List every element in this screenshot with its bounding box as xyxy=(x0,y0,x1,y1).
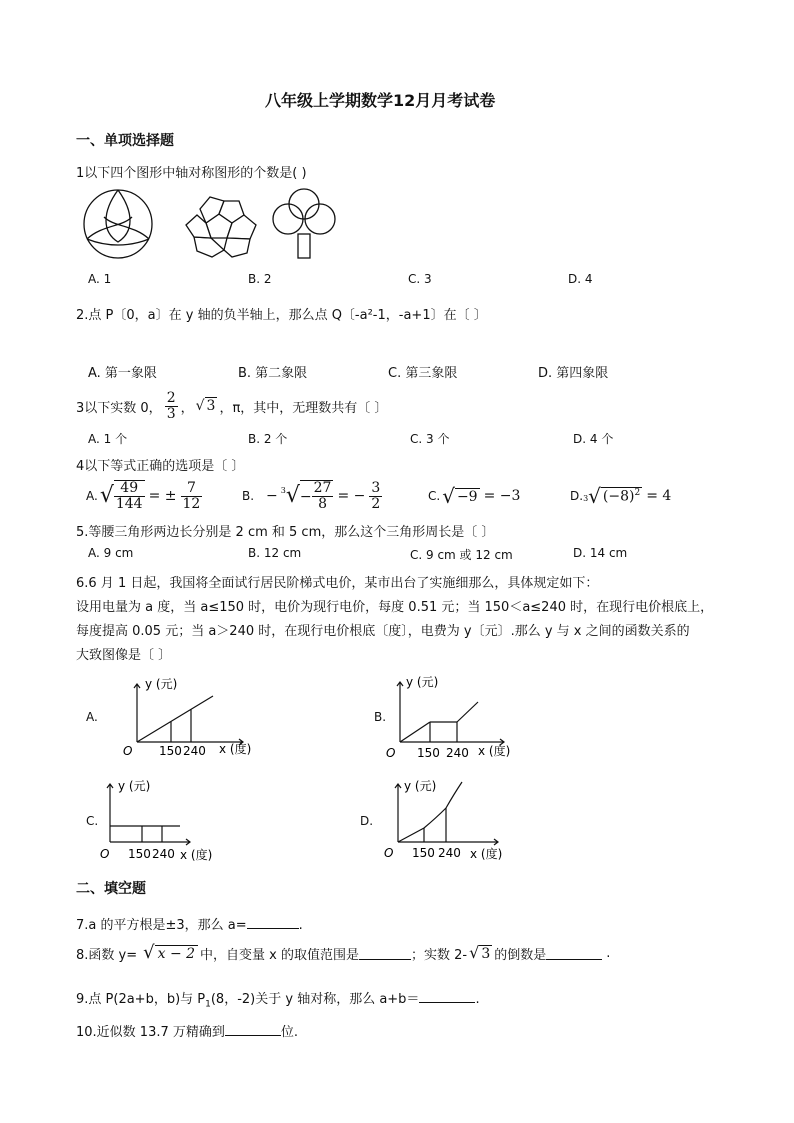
radical-icon: √ xyxy=(195,398,205,414)
q3-option-b[interactable]: B. 2 个 xyxy=(248,432,288,446)
q4-d-label: D. xyxy=(570,489,584,503)
q8-mid2: ；实数 2- xyxy=(411,947,468,963)
q6-c-origin: O xyxy=(100,847,110,861)
q4-b-index: 3 xyxy=(280,486,286,496)
q9-sub: 1 xyxy=(205,999,211,1010)
q2-stem: 2.点 P〔0，a〕在 y 轴的负半轴上，那么点 Q〔-a²-1，-a+1〕在〔 〕 xyxy=(76,308,487,323)
q7-pre: 7.a 的平方根是±3，那么 a= xyxy=(76,918,247,933)
q4-b-radicand xyxy=(300,480,334,511)
q10-post: 位. xyxy=(280,1025,299,1040)
q5-option-b[interactable]: B. 12 cm xyxy=(248,546,302,560)
q4-d-rhs: = 4 xyxy=(646,488,672,504)
q9-answer-blank[interactable] xyxy=(419,990,475,1003)
q6-line1: 6.6 月 1 日起，我国将全面试行居民阶梯式电价，某市出台了实施细那么，具体规定如下： xyxy=(76,576,599,591)
q6-b-tick-240: 240 xyxy=(446,746,469,760)
q4-b-rfrac xyxy=(369,481,382,511)
q4-a-label: A. xyxy=(86,489,98,503)
radical-icon: √ xyxy=(99,483,114,508)
q4-b-expr xyxy=(266,480,382,511)
q6-a-tick-240: 240 xyxy=(183,744,206,758)
q3-prefix: 3以下实数 0， xyxy=(76,400,162,416)
q4-b-label: B. xyxy=(242,489,255,503)
q1-option-c[interactable]: C. 3 xyxy=(408,272,432,286)
radical-icon: √ xyxy=(588,484,601,508)
q3-frac-den: 3 xyxy=(166,405,176,422)
q6-option-b-label[interactable]: B. xyxy=(374,710,387,724)
q7-post: . xyxy=(298,918,303,933)
q3-frac-num: 2 xyxy=(166,389,176,406)
q6-option-c-label[interactable]: C. xyxy=(86,814,99,828)
q8-sqrt-expr xyxy=(143,944,198,962)
q6-line3: 每度提高 0.05 元；当 a＞240 时，在现行电价根底〔度〕，电费为 y〔元〕.那么 y 与 x 之间的函数关系的 xyxy=(76,624,690,639)
q3-stem xyxy=(76,388,387,424)
page-title: 八年级上学期数学12月月考试卷 xyxy=(265,91,496,110)
q7-answer-blank[interactable] xyxy=(247,916,299,929)
q5-stem: 5.等腰三角形两边长分别是 2 cm 和 5 cm，那么这个三角形周长是〔 〕 xyxy=(76,525,495,540)
q3-option-d[interactable]: D. 4 个 xyxy=(573,432,614,446)
q5-option-d[interactable]: D. 14 cm xyxy=(573,546,628,560)
q8-sqrt-val: 3 xyxy=(481,945,491,962)
q6-d-tick-150: 150 xyxy=(412,846,435,860)
q4-b-rhs: = − xyxy=(337,488,366,504)
figure-circle-three-petals xyxy=(84,190,152,258)
q9-mid: (8，-2)关于 y 轴对称，那么 a+b＝ xyxy=(210,992,420,1007)
q6-d-origin: O xyxy=(384,846,394,860)
q4-c-rad: −9 xyxy=(456,488,478,505)
q6-c-x-label: x (度) xyxy=(180,848,213,862)
q8-pre: 8.函数 y= xyxy=(76,947,138,963)
q4-d-exp: 2 xyxy=(634,488,641,499)
q1-figures xyxy=(82,187,372,263)
q6-c-y-label: y (元) xyxy=(118,779,151,793)
q3-option-c[interactable]: C. 3 个 xyxy=(410,432,450,446)
q1-option-d[interactable]: D. 4 xyxy=(568,272,593,286)
q10-pre: 10.近似数 13.7 万精确到 xyxy=(76,1025,225,1040)
q5-option-a[interactable]: A. 9 cm xyxy=(88,546,134,560)
q4-d-radicand xyxy=(601,487,642,505)
q3-sqrt-val: 3 xyxy=(206,398,216,414)
q4-a-rden: 12 xyxy=(182,495,201,512)
radical-icon: √ xyxy=(442,484,455,508)
q3-sep: ， xyxy=(180,400,194,416)
q4-stem: 4以下等式正确的选项是〔 〕 xyxy=(76,459,245,474)
q4-b-inner: − xyxy=(299,488,312,505)
q6-d-tick-240: 240 xyxy=(438,846,461,860)
q10 xyxy=(76,1021,298,1040)
q6-a-x-label: x (度) xyxy=(219,742,252,756)
q6-b-origin: O xyxy=(386,746,396,760)
q6-graph-d[interactable] xyxy=(378,774,528,866)
q6-line2: 设用电量为 a 度，当 a≤150 时，电价为现行电价，每度 0.51 元；当 150＜a≤240 时，在现行电价根底上， xyxy=(76,600,714,615)
q4-a-rnum: 7 xyxy=(181,481,203,497)
q8-answer-blank-1[interactable] xyxy=(359,947,411,960)
q6-b-x-label: x (度) xyxy=(478,744,511,758)
q8-post2: 的倒数是 xyxy=(494,947,547,963)
q6-option-d-label[interactable]: D. xyxy=(360,814,374,828)
q4-b-minus: − xyxy=(266,488,278,504)
q4-c-label: C. xyxy=(428,489,441,503)
section-heading-choice: 一、单项选择题 xyxy=(76,133,174,149)
q8-rad: x − 2 xyxy=(155,945,198,962)
q6-d-x-label: x (度) xyxy=(470,847,503,861)
q4-a-num: 49 xyxy=(114,481,145,497)
q6-d-y-label: y (元) xyxy=(404,779,437,793)
q8-mid: 中，自变量 x 的取值范围是 xyxy=(200,947,360,963)
q4-c-rhs: = −3 xyxy=(483,488,521,504)
q10-answer-blank[interactable] xyxy=(225,1023,281,1036)
q6-a-origin: O xyxy=(123,744,133,758)
q4-d-index: 3 xyxy=(583,494,589,503)
q6-b-tick-150: 150 xyxy=(417,746,440,760)
q6-a-tick-150: 150 xyxy=(159,744,182,758)
q3-fraction xyxy=(165,391,178,421)
q4-b-rnum: 3 xyxy=(371,479,381,496)
q8-end: . xyxy=(606,945,611,961)
radical-icon: √ xyxy=(469,943,480,962)
q6-graph-b[interactable] xyxy=(380,672,530,764)
q6-c-tick-150: 150 xyxy=(128,847,151,861)
q4-a-frac xyxy=(114,480,145,511)
figure-pentagon-flower xyxy=(186,197,256,257)
q4-b-frac xyxy=(312,481,334,511)
q4-d-expr xyxy=(583,486,671,506)
section-heading-fill: 二、填空题 xyxy=(76,881,146,897)
q9-pre: 9.点 P(2a+b，b)与 P xyxy=(76,992,206,1007)
q6-line4: 大致图像是〔 〕 xyxy=(76,648,172,663)
q6-graph-a[interactable] xyxy=(115,674,265,764)
q9 xyxy=(76,988,480,1010)
q2-option-a[interactable]: A. 第一象限 xyxy=(88,366,157,381)
q4-option-a[interactable] xyxy=(86,477,202,515)
q3-option-a[interactable]: A. 1 个 xyxy=(88,432,128,446)
q9-end: . xyxy=(475,992,480,1007)
q2-option-c[interactable]: C. 第三象限 xyxy=(388,366,458,381)
q4-a-rfrac xyxy=(181,481,203,511)
q3-sqrt3 xyxy=(196,398,218,414)
q8 xyxy=(76,940,610,966)
q4-b-num: 27 xyxy=(313,480,332,497)
radical-icon: √ xyxy=(285,483,300,508)
q6-option-a-label[interactable]: A. xyxy=(86,710,98,724)
q4-d-rad: (−8) xyxy=(602,488,635,505)
q5-option-c[interactable]: C. 9 cm 或 12 cm xyxy=(410,548,513,562)
q4-c-expr xyxy=(442,486,520,506)
radical-icon: √ xyxy=(143,942,155,963)
q2-option-d[interactable]: D. 第四象限 xyxy=(538,366,609,381)
q1-option-b[interactable]: B. 2 xyxy=(248,272,272,286)
q2-option-b[interactable]: B. 第二象限 xyxy=(238,366,308,381)
q4-option-c[interactable] xyxy=(428,477,520,515)
q1-option-a[interactable]: A. 1 xyxy=(88,272,112,286)
figure-three-circles-stem xyxy=(273,189,335,258)
q4-a-den: 144 xyxy=(115,496,143,512)
q6-b-y-label: y (元) xyxy=(406,675,439,689)
q6-graph-c[interactable] xyxy=(92,774,252,866)
q3-suffix: ，π，其中，无理数共有〔 〕 xyxy=(219,400,388,416)
q6-a-y-label: y (元) xyxy=(145,677,178,691)
q4-option-b[interactable] xyxy=(242,477,382,515)
q1-stem: 1以下四个图形中轴对称图形的个数是( ) xyxy=(76,166,307,181)
q7 xyxy=(76,914,303,933)
q8-sqrt3 xyxy=(469,945,492,962)
q8-answer-blank-2[interactable] xyxy=(546,947,602,960)
q6-c-tick-240: 240 xyxy=(152,847,175,861)
q4-a-rhs: = ± xyxy=(148,488,177,504)
q4-b-den: 8 xyxy=(318,496,328,512)
q4-b-rden: 2 xyxy=(371,495,381,512)
q4-option-d[interactable] xyxy=(570,477,671,515)
q4-a-expr xyxy=(100,480,203,511)
